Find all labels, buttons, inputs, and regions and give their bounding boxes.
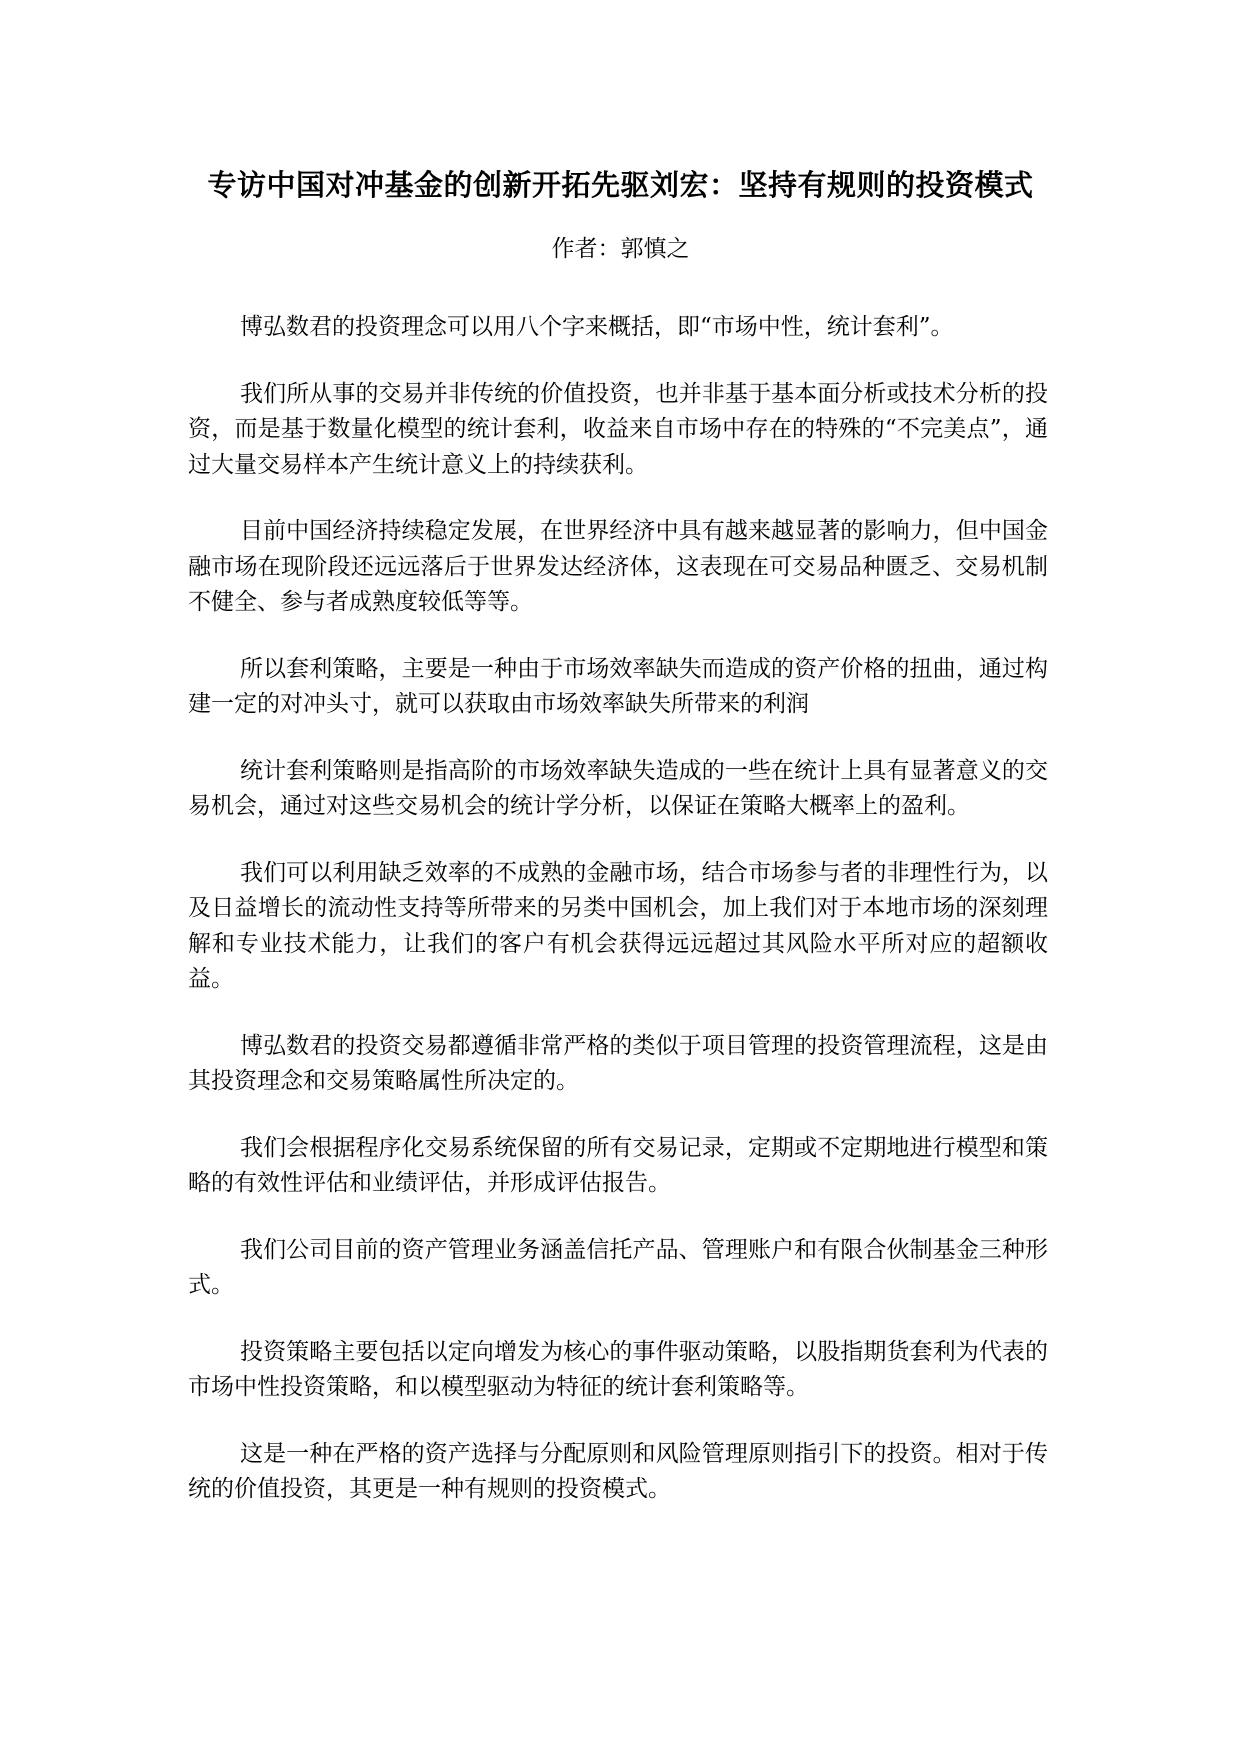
paragraph: 投资策略主要包括以定向增发为核心的事件驱动策略，以股指期货套利为代表的市场中性投资策略，和以模型驱动为特征的统计套利策略等。 — [188, 1338, 1048, 1400]
author-line: 作者：郭慎之 — [551, 236, 690, 262]
paragraph: 博弘数君的投资交易都遵循非常严格的类似于项目管理的投资管理流程，这是由其投资理念和交易策略属性所决定的。 — [188, 1032, 1048, 1094]
paragraph: 目前中国经济持续稳定发展，在世界经济中具有越来越显著的影响力，但中国金融市场在现阶段还远远落后于世界发达经济体，这表现在可交易品种匮乏、交易机制不健全、参与者成熟度较低等等。 — [188, 518, 1048, 615]
paragraph: 所以套利策略，主要是一种由于市场效率缺失而造成的资产价格的扭曲，通过构建一定的对冲头寸，就可以获取由市场效率缺失所带来的利润 — [188, 655, 1048, 717]
document-title: 专访中国对冲基金的创新开拓先驱刘宏：坚持有规则的投资模式 — [207, 168, 1034, 202]
paragraph: 我们公司目前的资产管理业务涵盖信托产品、管理账户和有限合伙制基金三种形式。 — [188, 1236, 1048, 1298]
paragraph: 这是一种在严格的资产选择与分配原则和风险管理原则指引下的投资。相对于传统的价值投资，其更是一种有规则的投资模式。 — [188, 1440, 1048, 1502]
article-body — [188, 310, 1048, 1539]
paragraph: 博弘数君的投资理念可以用八个字来概括，即“市场中性，统计套利”。 — [240, 314, 954, 340]
paragraph: 统计套利策略则是指高阶的市场效率缺失造成的一些在统计上具有显著意义的交易机会，通过对这些交易机会的统计学分析，以保证在策略大概率上的盈利。 — [188, 757, 1048, 819]
paragraph: 我们会根据程序化交易系统保留的所有交易记录，定期或不定期地进行模型和策略的有效性评估和业绩评估，并形成评估报告。 — [188, 1134, 1048, 1196]
paragraph: 我们所从事的交易并非传统的价值投资，也并非基于基本面分析或技术分析的投资，而是基于数量化模型的统计套利，收益来自市场中存在的特殊的“不完美点”，通过大量交易样本产生统计意义上的持续获利。 — [188, 380, 1048, 478]
paragraph: 我们可以利用缺乏效率的不成熟的金融市场，结合市场参与者的非理性行为，以及日益增长的流动性支持等所带来的另类中国机会，加上我们对于本地市场的深刻理解和专业技术能力，让我们的客户有机会获得远远超过其风险水平所对应的超额收益。 — [188, 859, 1048, 992]
